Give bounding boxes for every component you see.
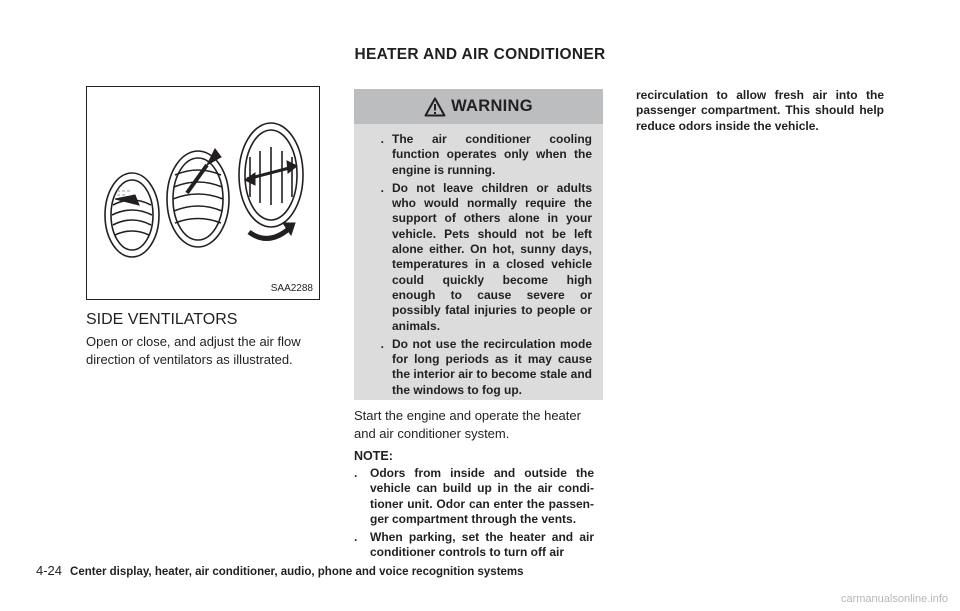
watermark: carmanualsonline.info xyxy=(840,593,948,605)
bullet: . xyxy=(380,180,384,195)
start-engine-text: Start the engine and operate the heater and air conditioner system. xyxy=(354,408,581,441)
page-number: 4-24 xyxy=(36,563,63,578)
note-item xyxy=(354,530,604,561)
note-list xyxy=(354,466,604,564)
bullet: . xyxy=(354,466,358,480)
side-ventilators-illustration xyxy=(86,86,320,300)
warning-item-text: Do not use the recirculation mode for long periods as it may cause the interior air to become stale and the windows to fog up. xyxy=(392,336,592,397)
warning-item xyxy=(354,337,603,398)
warning-item xyxy=(354,181,603,334)
section-title-side-ventilators: SIDE VENTILATORS xyxy=(86,311,238,328)
warning-list xyxy=(354,132,603,401)
bullet: . xyxy=(380,336,384,351)
note-item xyxy=(354,466,604,527)
warning-item-text: Do not leave children or adults who would normally require the support of others alone in your vehicle. Pets should not be left alone either. On hot, sunny days, temperatures in a closed vehicle could quickly become high enough to cause severe or possibly fatal injuries to people or animals. xyxy=(392,180,592,333)
page-header-title: HEATER AND AIR CONDITIONER xyxy=(354,46,606,63)
warning-title: WARNING xyxy=(451,97,533,115)
continued-text: recirculation to allow fresh air into the passenger compartment. This should help reduce odors inside the vehicle. xyxy=(636,88,884,133)
figure-code: SAA2288 xyxy=(270,283,313,294)
side-ventilators-text: Open or close, and adjust the air flow direction of ventilators as illustrated. xyxy=(86,334,301,367)
warning-item xyxy=(354,132,603,178)
note-label: NOTE: xyxy=(354,449,393,463)
warning-header xyxy=(354,89,603,124)
warning-triangle-icon xyxy=(424,97,446,117)
note-item-text: When parking, set the heater and air conditioner controls to turn off air xyxy=(370,530,594,560)
warning-item-text: The air conditioner cooling function operates only when the engine is running. xyxy=(392,132,592,177)
ventilators-drawing xyxy=(87,87,319,299)
page-footer xyxy=(36,563,524,578)
note-item-text: Odors from inside and outside the vehicle can build up in the air condi-tioner unit. Odor can enter the passen-ger compartment through the vents. xyxy=(370,466,594,526)
chapter-title: Center display, heater, air conditioner, audio, phone and voice recognition systems xyxy=(70,566,524,578)
bullet: . xyxy=(380,132,384,146)
bullet: . xyxy=(354,530,358,545)
warning-box xyxy=(354,89,603,400)
